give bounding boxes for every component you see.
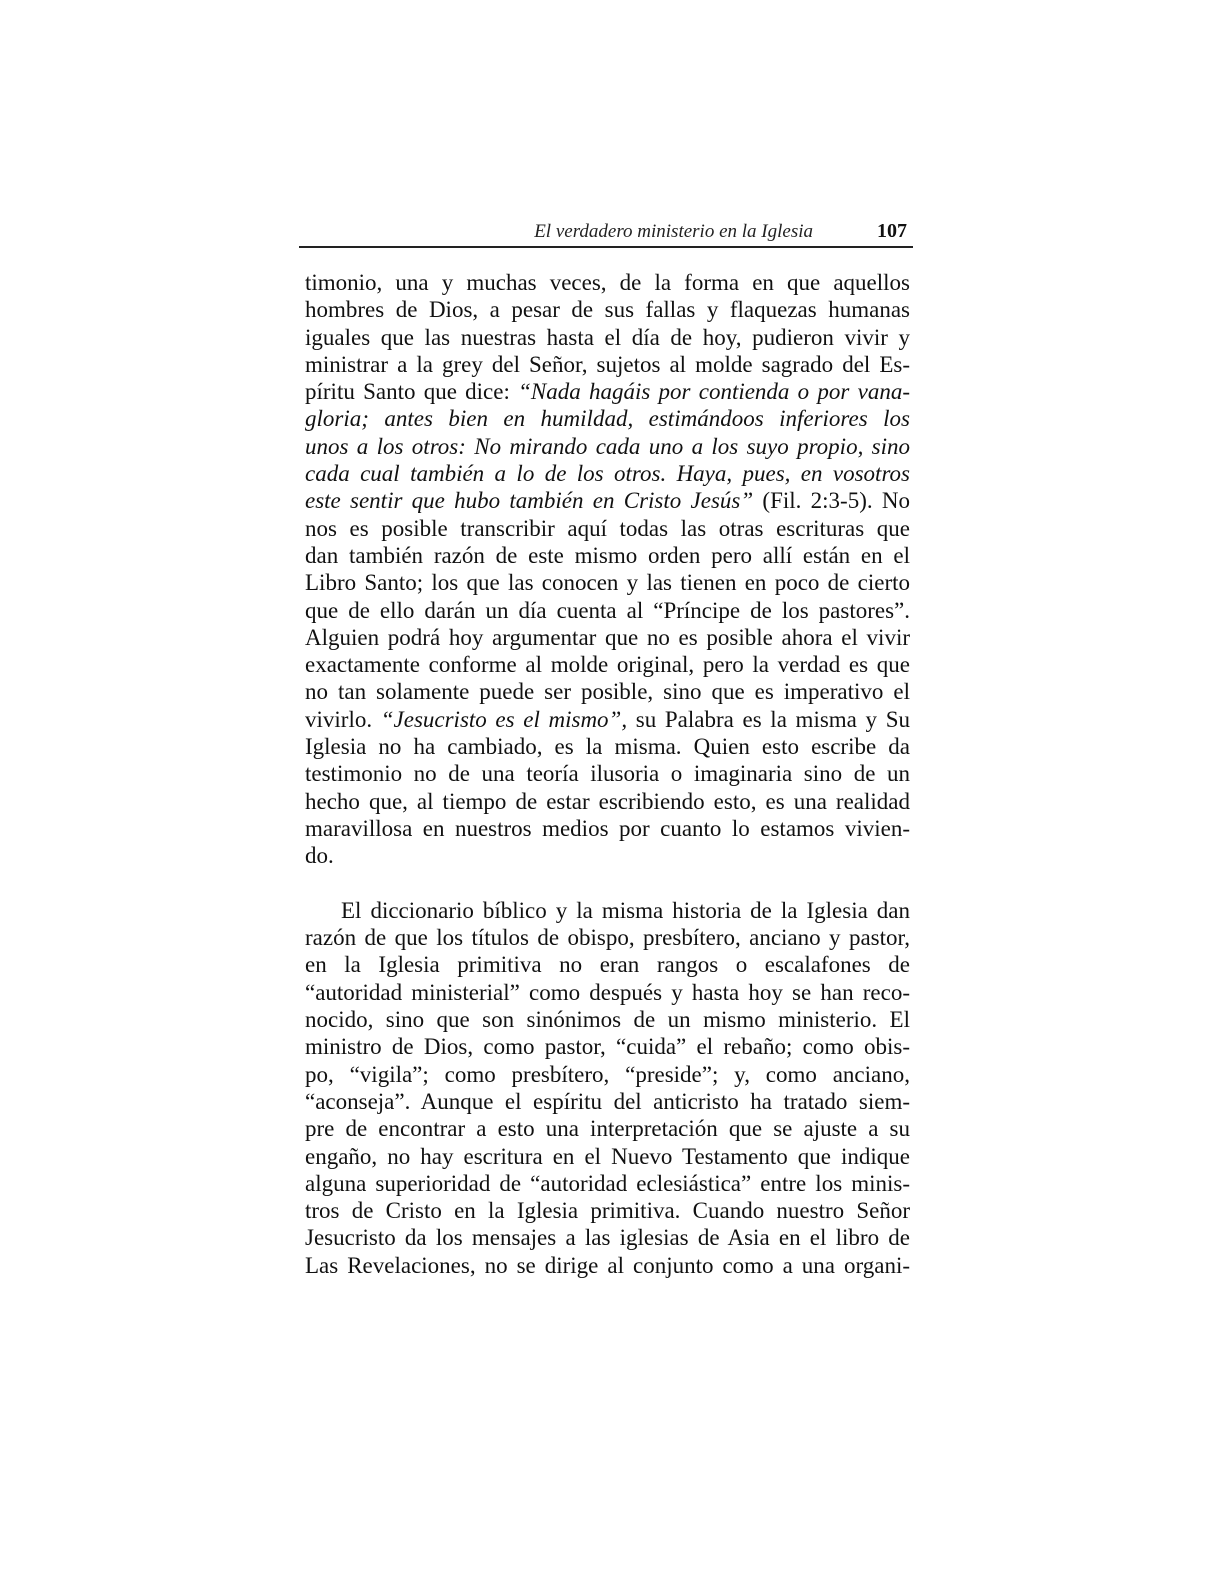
scripture-quote: cada cual también a lo de los otros. Haya, pues, en vosotros: [305, 461, 910, 487]
text-line: Alguien podrá hoy argumentar que no es posible ahora el vivir: [305, 624, 910, 650]
text-line: Jesucristo da los mensajes a las iglesias de Asia en el libro de: [305, 1225, 910, 1251]
text-line: do.: [305, 843, 334, 869]
text-span: su Palabra es la misma y Su: [627, 706, 910, 732]
scripture-reference: (Fil. 2:3-5). No: [753, 488, 910, 514]
text-line: engaño, no hay escritura en el Nuevo Testamento que indique: [305, 1143, 910, 1169]
scripture-quote: “Jesucristo es el mismo”,: [380, 706, 628, 732]
text-line: dan también razón de este mismo orden pero allí están en el: [305, 542, 910, 568]
running-title: El verdadero ministerio en la Iglesia: [534, 221, 813, 242]
text-line: hecho que, al tiempo de estar escribiendo esto, es una realidad: [305, 788, 910, 814]
text-line: timonio, una y muchas veces, de la forma en que aquellos: [305, 270, 910, 295]
scripture-quote: gloria; antes bien en humildad, estimándoos inferiores los: [305, 406, 910, 432]
body-text: [305, 269, 910, 1279]
text-line: nocido, sino que son sinónimos de un mismo ministerio. El: [305, 1007, 910, 1033]
text-line: [305, 378, 910, 405]
running-header: [299, 218, 913, 248]
text-line: [305, 405, 910, 432]
text-line: razón de que los títulos de obispo, presbítero, anciano y pastor,: [305, 925, 910, 951]
text-span: píritu Santo que dice:: [305, 379, 519, 405]
text-line: [305, 460, 910, 487]
text-line: pre de encontrar a esto una interpretación que se ajuste a su: [305, 1116, 910, 1142]
text-line: [305, 706, 910, 733]
scripture-quote: “Nada hagáis por contienda o por vana-: [518, 379, 910, 405]
text-span: vivirlo.: [305, 706, 381, 732]
text-line: El diccionario bíblico y la misma historia de la Iglesia dan: [341, 897, 910, 923]
scripture-quote: unos a los otros: No mirando cada uno a los suyo propio, sino: [305, 433, 910, 459]
text-line: nos es posible transcribir aquí todas las otras escrituras que: [305, 515, 910, 541]
text-line: [305, 487, 910, 514]
text-line: [305, 433, 910, 460]
text-line: exactamente conforme al molde original, pero la verdad es que: [305, 652, 910, 678]
paragraph-2: [305, 897, 910, 1279]
text-line: “autoridad ministerial” como después y hasta hoy se han reco-: [305, 979, 910, 1005]
text-line: “aconseja”. Aunque el espíritu del anticristo ha tratado siem-: [305, 1088, 910, 1114]
text-line: maravillosa en nuestros medios por cuanto lo estamos vivien-: [305, 815, 910, 841]
text-line: po, “vigila”; como presbítero, “preside”; y, como anciano,: [305, 1061, 910, 1087]
text-line: tros de Cristo en la Iglesia primitiva. Cuando nuestro Señor: [305, 1198, 910, 1224]
text-line: iguales que las nuestras hasta el día de hoy, pudieron vivir y: [305, 324, 910, 350]
scripture-quote: este sentir que hubo también en Cristo Jesús”: [305, 488, 754, 514]
text-line: ministro de Dios, como pastor, “cuida” el rebaño; como obis-: [305, 1034, 910, 1060]
text-line: testimonio no de una teoría ilusoria o imaginaria sino de un: [305, 761, 910, 787]
text-line: no tan solamente puede ser posible, sino que es imperativo el: [305, 679, 910, 705]
paragraph-spacer: [305, 870, 910, 897]
text-line: ministrar a la grey del Señor, sujetos al molde sagrado del Es-: [305, 351, 910, 377]
text-line: que de ello darán un día cuenta al “Príncipe de los pastores”.: [305, 597, 910, 623]
page-number: 107: [877, 220, 907, 242]
text-line: alguna superioridad de “autoridad eclesiástica” entre los minis-: [305, 1170, 910, 1196]
text-line: hombres de Dios, a pesar de sus fallas y flaquezas humanas: [305, 297, 910, 323]
text-line: Libro Santo; los que las conocen y las tienen en poco de cierto: [305, 570, 910, 596]
text-line: en la Iglesia primitiva no eran rangos o escalafones de: [305, 952, 910, 978]
paragraph-1: [305, 269, 910, 870]
text-line: Las Revelaciones, no se dirige al conjunto como a una organi-: [305, 1252, 910, 1278]
text-line: Iglesia no ha cambiado, es la misma. Quien esto escribe da: [305, 734, 910, 760]
